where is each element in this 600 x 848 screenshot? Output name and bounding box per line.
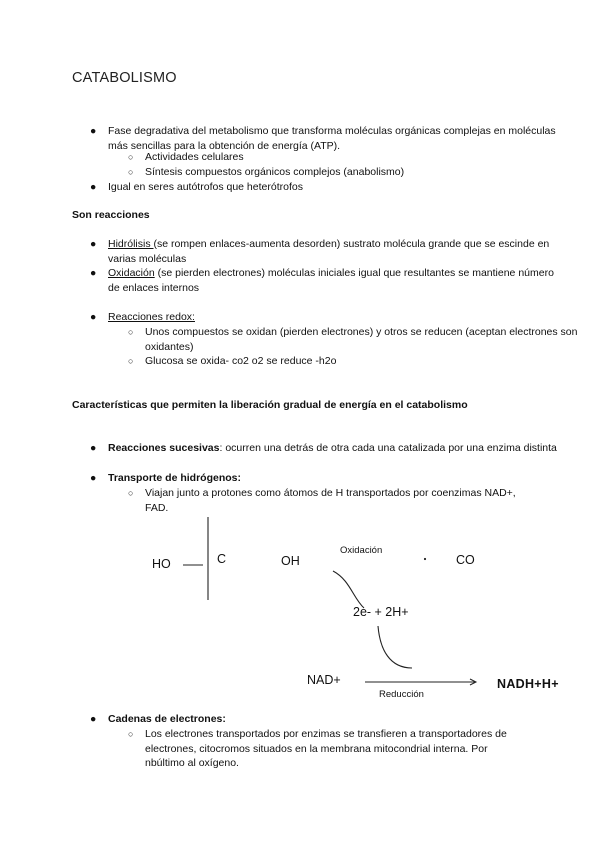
oxidation-curve [333, 571, 364, 608]
bullet-text: (se rompen enlaces-aumenta desorden) sustrato molécula grande que se escinde en varias moléculas [108, 238, 550, 265]
term-hidrolisis: Hidrólisis [108, 238, 154, 250]
sub-bullet-text: Unos compuestos se oxidan (pierden electrones) y otros se reducen (aceptan electrones son oxidantes) [145, 326, 578, 353]
bullet-icon: ● [90, 267, 97, 279]
sub-bullet-text: Síntesis compuestos orgánicos complejos (anabolismo) [145, 166, 405, 178]
term-transporte: Transporte de hidrógenos: [108, 472, 242, 484]
bullet-icon: ● [90, 238, 97, 250]
diagram-label-ho: HO [152, 557, 171, 571]
sub-bullet-text: Viajan junto a protones como átomos de H transportados por coenzimas NAD+, FAD. [145, 487, 516, 514]
bullet-icon: ● [90, 713, 97, 725]
sub-bullet-text: Glucosa se oxida- co2 o2 se reduce -h2o [145, 355, 337, 367]
hollow-bullet-icon: ○ [128, 488, 134, 498]
bullet-icon: ● [90, 181, 97, 193]
hollow-bullet-icon: ○ [128, 729, 134, 739]
hollow-bullet-icon: ○ [128, 356, 134, 366]
bullet-icon: ● [90, 472, 97, 484]
hollow-bullet-icon: ○ [128, 152, 134, 162]
bullet-icon: ● [90, 125, 97, 137]
term-sucesivas: Reacciones sucesivas [108, 442, 220, 454]
section-heading: Son reacciones [72, 209, 150, 221]
term-cadenas: Cadenas de electrones: [108, 713, 226, 725]
term-redox: Reacciones redox: [108, 311, 195, 323]
bullet-text: Fase degradativa del metabolismo que transforma moléculas orgánicas complejas en moléculas más sencillas para la obtención de energía (ATP). [108, 125, 556, 152]
diagram-label-reduccion: Reducción [379, 689, 424, 700]
diagram-label-nadh: NADH+H+ [497, 677, 559, 691]
sub-bullet-text: Actividades celulares [145, 151, 244, 163]
hollow-bullet-icon: ○ [128, 167, 134, 177]
bullet-icon: ● [90, 311, 97, 323]
hollow-bullet-icon: ○ [128, 327, 134, 337]
bullet-text: : ocurren una detrás de otra cada una catalizada por una enzima distinta [219, 442, 557, 454]
section-heading: Características que permiten la liberación gradual de energía en el catabolismo [72, 399, 468, 411]
page-title: CATABOLISMO [72, 70, 177, 86]
bullet-text: (se pierden electrones) moléculas iniciales igual que resultantes se mantiene número de enlaces internos [108, 267, 554, 294]
diagram-label-oh: OH [281, 554, 300, 568]
dot-mark [424, 558, 426, 560]
list-item [128, 727, 530, 771]
term-oxidacion: Oxidación [108, 267, 155, 279]
bullet-text: Igual en seres autótrofos que heterótrofos [108, 181, 303, 193]
diagram-label-co: CO [456, 553, 475, 567]
diagram-label-c: C [217, 552, 227, 566]
diagram-label-nad: NAD+ [307, 673, 341, 687]
reduction-curve [378, 626, 412, 668]
diagram-label-oxidacion: Oxidación [340, 545, 383, 556]
diagram-label-electrons: 2e- + 2H+ [353, 605, 409, 619]
sub-bullet-text: Los electrones transportados por enzimas se transfieren a transportadores de electrones, citocromos situados en la membrana mitocondrial interna. Por nbúltimo al oxígeno. [145, 728, 507, 770]
list-item [90, 712, 568, 727]
bullet-icon: ● [90, 442, 97, 454]
